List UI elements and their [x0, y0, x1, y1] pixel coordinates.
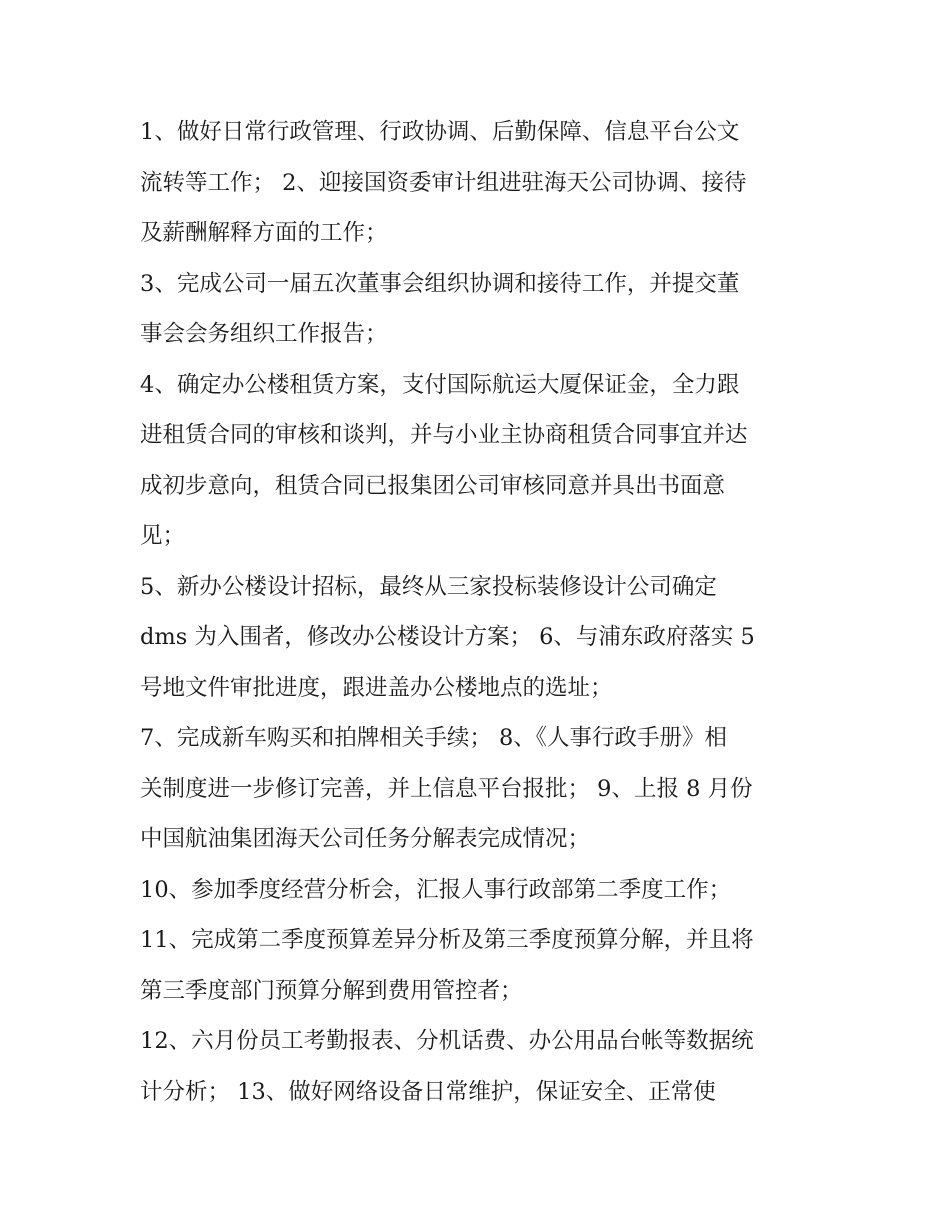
text-line: 3、完成公司一届五次董事会组织协调和接待工作，并提交董: [140, 270, 740, 297]
text-line: 计分析； 13、做好网络设备日常维护，保证安全、正常使: [140, 1078, 716, 1105]
text-line: 流转等工作； 2、迎接国资委审计组进驻海天公司协调、接待: [140, 169, 747, 196]
text-line: 5、新办公楼设计招标，最终从三家投标装修设计公司确定: [140, 573, 717, 600]
text-line: dms 为入围者，修改办公楼设计方案； 6、与浦东政府落实 5: [140, 624, 755, 650]
text-line: 号地文件审批进度，跟进盖办公楼地点的选址；: [140, 674, 613, 701]
text-line: 11、完成第二季度预算差异分析及第三季度预算分解，并且将: [140, 927, 754, 953]
text-line: 进租赁合同的审核和谈判，并与小业主协商租赁合同事宜并达: [140, 422, 748, 448]
document-body: [140, 107, 820, 1117]
text-line: 及薪酬解释方面的工作；: [140, 220, 388, 246]
text-line: 中国航油集团海天公司任务分解表完成情况；: [140, 826, 591, 852]
text-line: 事会会务组织工作报告；: [140, 321, 388, 347]
text-line: 4、确定办公楼租赁方案，支付国际航运大厦保证金，全力跟: [140, 371, 740, 398]
text-line: 12、六月份员工考勤报表、分机话费、办公用品台帐等数据统: [140, 1028, 754, 1054]
text-line: 成初步意向，租赁合同已报集团公司审核同意并具出书面意: [140, 472, 726, 499]
text-line: 7、完成新车购买和拍牌相关手续； 8、《人事行政手册》相: [140, 725, 728, 751]
text-line: 第三季度部门预算分解到费用管控者；: [140, 977, 523, 1004]
text-line: 1、做好日常行政管理、行政协调、后勤保障、信息平台公文: [140, 119, 740, 145]
text-line: 10、参加季度经营分析会，汇报人事行政部第二季度工作；: [140, 876, 732, 903]
text-line: 关制度进一步修订完善，并上信息平台报批； 9、上报 8 月份: [140, 775, 753, 802]
text-line: 见；: [140, 523, 186, 549]
